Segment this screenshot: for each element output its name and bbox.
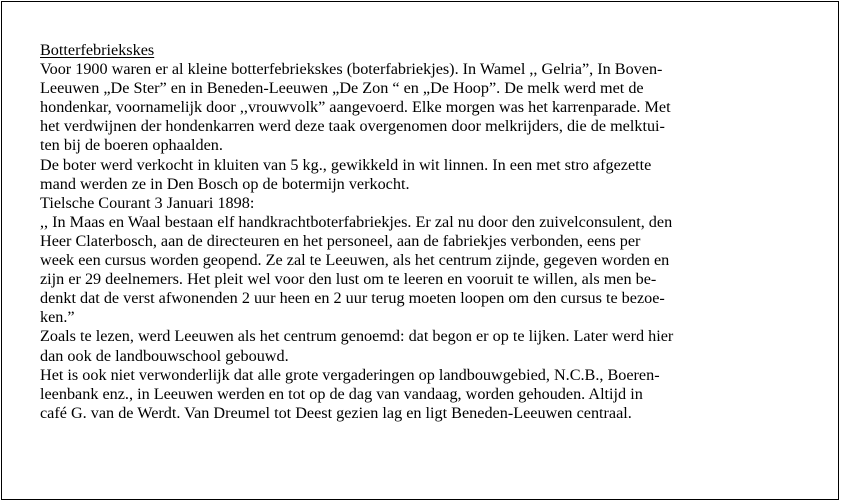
text-line: Het is ook niet verwonderlijk dat alle grote vergaderingen op landbouwgebied, N.C.B., Boeren- [40,365,660,384]
text-line: hondenkar, voornamelijk door ,,vrouwvolk” aangevoerd. Elke morgen was het karrenparade. Met [40,98,671,117]
text-line: denkt dat de verst afwonenden 2 uur heen en 2 uur terug moeten loopen om den cursus te bezoe- [40,289,665,308]
text-line: dan ook de landbouwschool gebouwd. [40,346,289,365]
text-line: ten bij de boeren ophaalden. [40,136,223,155]
text-line: week een cursus worden geopend. Ze zal te Leeuwen, als het centrum zijnde, gegeven worden en [40,251,670,270]
article-text [40,41,820,423]
document-frame [1,1,839,500]
text-line: mand werden ze in Den Bosch op de botermijn verkocht. [40,174,410,193]
text-line: Tielsche Courant 3 Januari 1898: [40,193,255,212]
text-line: ken.” [40,308,75,327]
text-line: leenbank enz., in Leeuwen werden en tot op de dag van vandaag, worden gehouden. Altijd in [40,384,643,403]
text-line: Heer Claterbosch, aan de directeuren en het personeel, aan de fabriekjes verbonden, eens per [40,231,641,250]
text-line: ,, In Maas en Waal bestaan elf handkrachtboterfabriekjes. Er zal nu door den zuivelconsulent, den [40,212,673,231]
text-line: het verdwijnen der hondenkarren werd deze taak overgenomen door melkrijders, die de melktui- [40,117,665,136]
text-line: zijn er 29 deelnemers. Het pleit wel voor den lust om te leeren en vooruit te willen, als men be- [40,270,657,289]
text-line: Leeuwen „De Ster” en in Beneden-Leeuwen „De Zon “ en „De Hoop”. De melk werd met de [40,79,644,98]
text-line: De boter werd verkocht in kluiten van 5 kg., gewikkeld in wit linnen. In een met stro afgezette [40,155,652,174]
article-title: Botterfebriekskes [40,41,155,59]
text-line: Zoals te lezen, werd Leeuwen als het centrum genoemd: dat begon er op te lijken. Later werd hier [40,327,674,346]
text-line: Voor 1900 waren er al kleine botterfebriekskes (boterfabriekjes). In Wamel ,, Gelria”, In Boven- [40,60,663,79]
text-line: café G. van de Werdt. Van Dreumel tot Deest gezien lag en ligt Beneden-Leeuwen centraal. [40,403,632,422]
